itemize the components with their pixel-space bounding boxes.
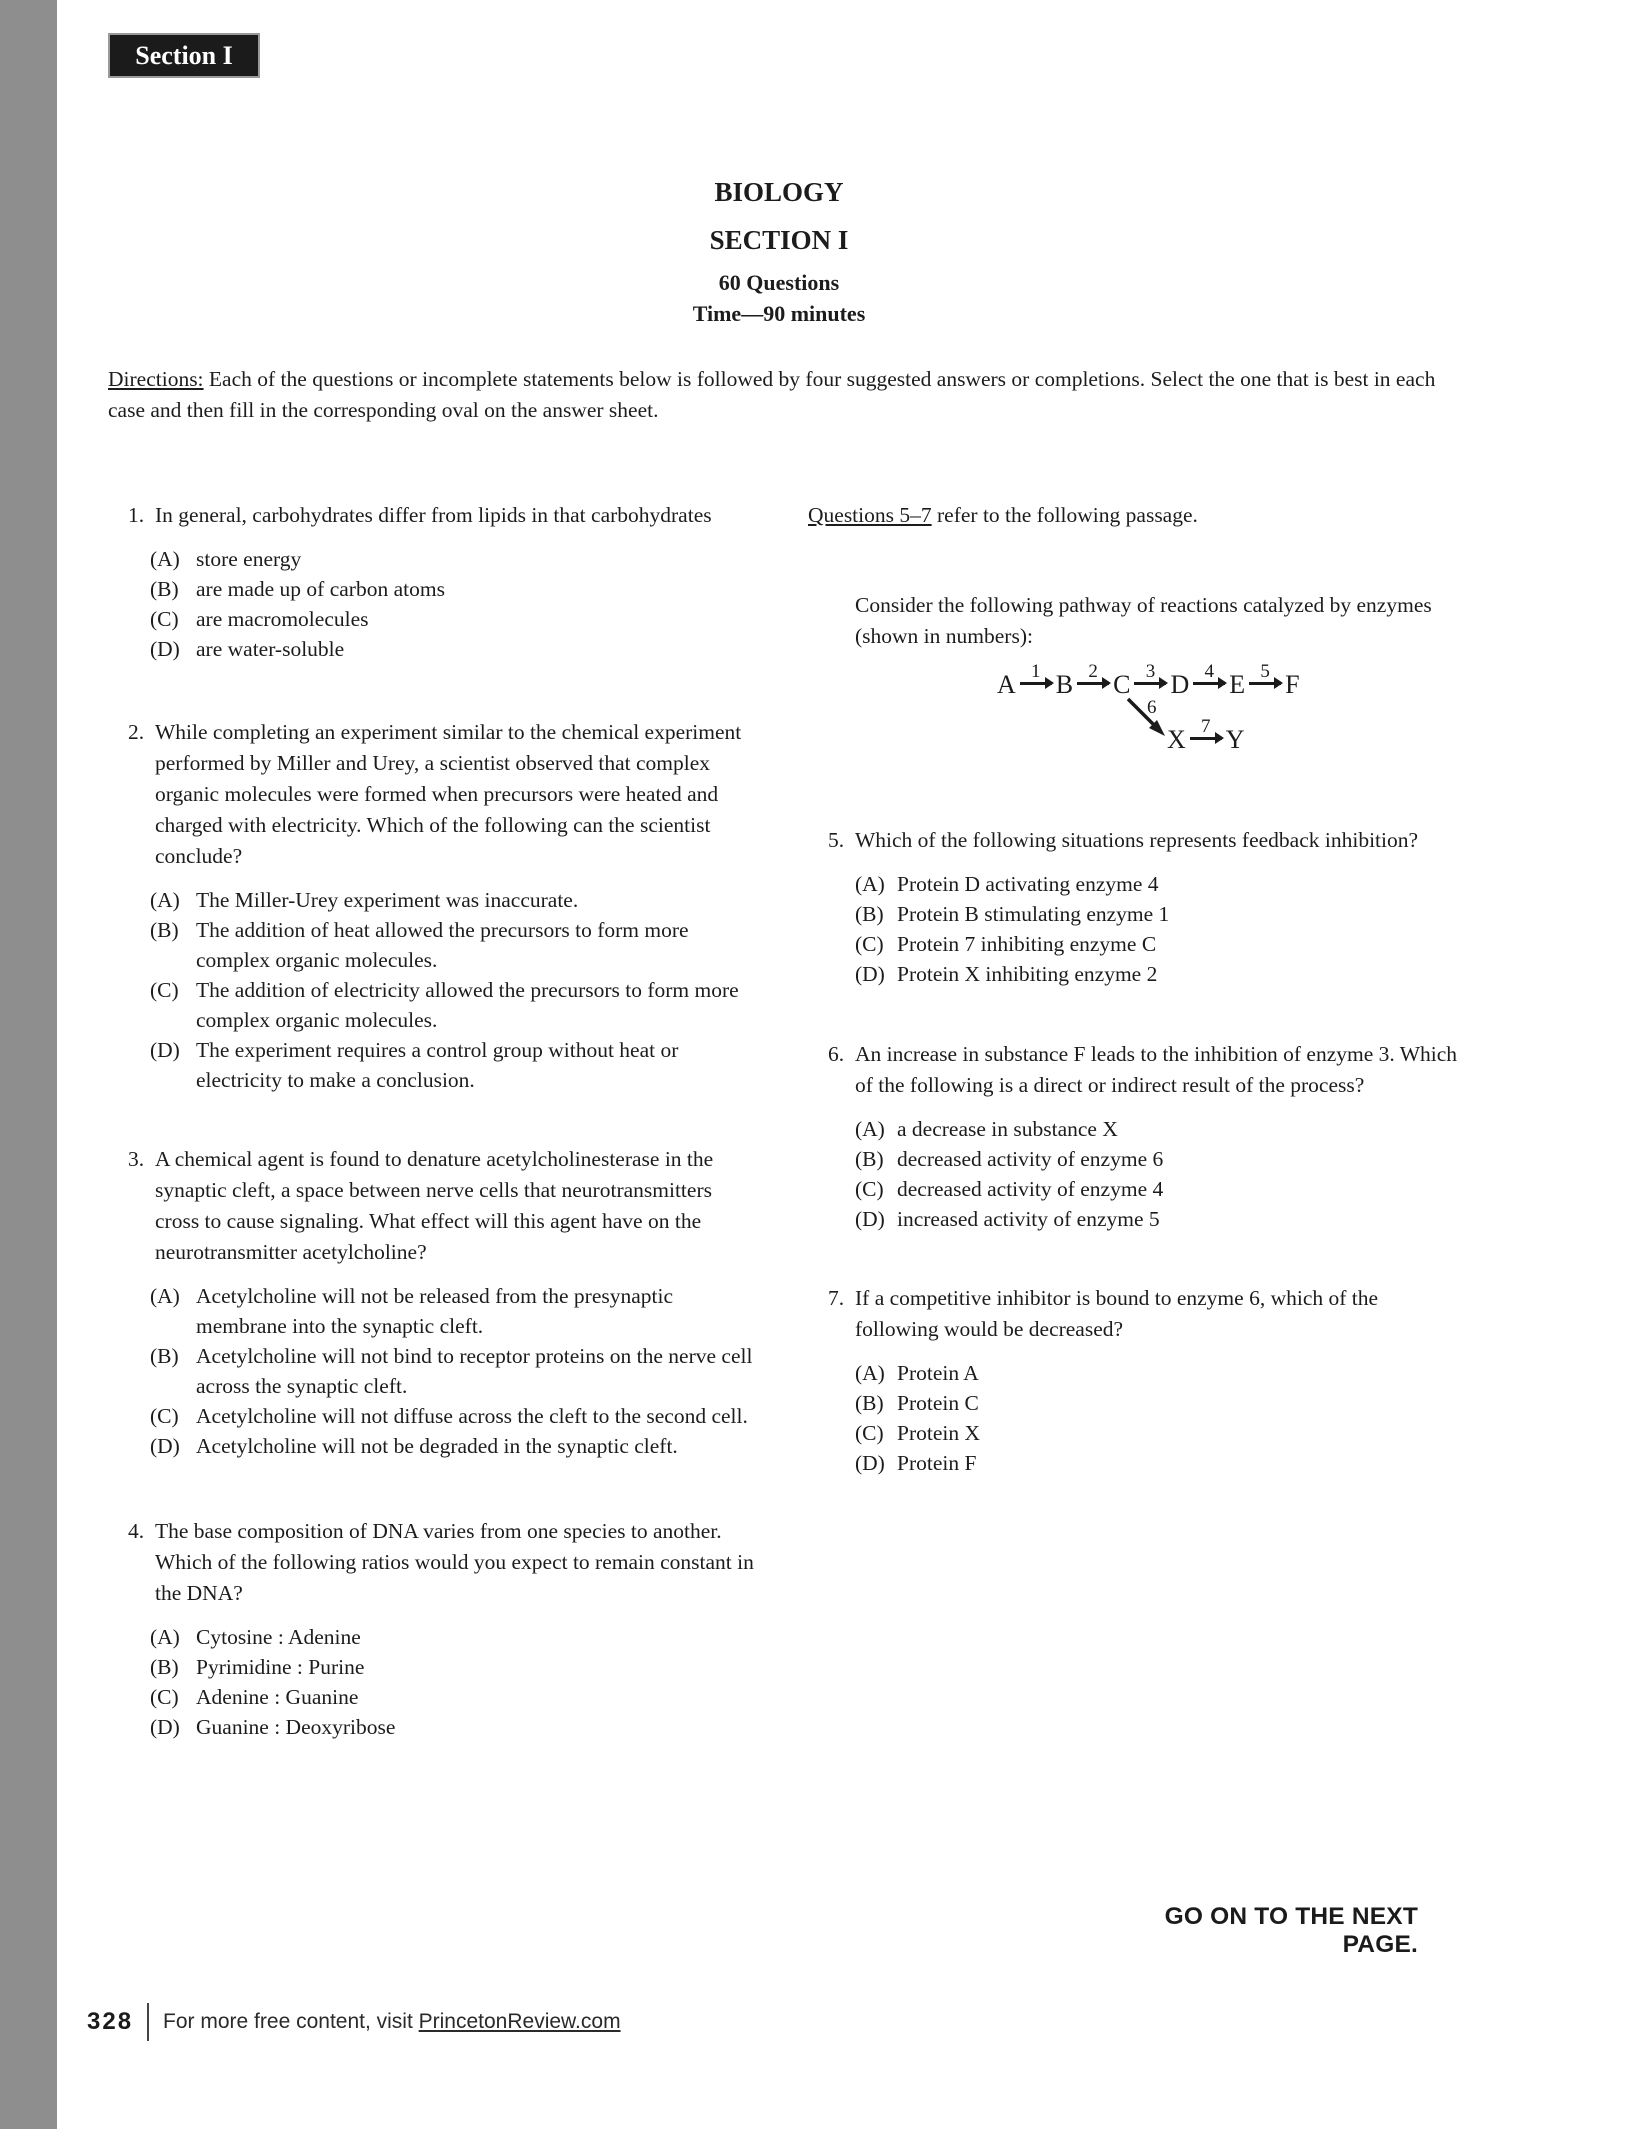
option-text: Cytosine : Adenine [196,1625,361,1649]
option-text: Acetylcholine will not be released from the presynaptic membrane into the synaptic cleft. [196,1284,674,1338]
option-c [150,1682,760,1712]
option-c [855,1174,1458,1204]
question-4 [108,1516,760,1742]
question-number: 7. [828,1286,845,1310]
question-stem: In general, carbohydrates differ from lipids in that carbohydrates [155,503,712,527]
option-d [150,1035,760,1095]
option-text: a decrease in substance X [897,1117,1118,1141]
option-label: (B) [855,1391,884,1415]
directions [108,364,1453,426]
arrow-right-icon [1190,716,1222,740]
option-d [855,1448,1458,1478]
option-label: (A) [855,1117,885,1141]
enzyme-number-6: 6 [1147,697,1157,718]
option-label: (B) [855,1147,884,1171]
footer-message: For more free content, visit [163,2010,419,2033]
page-binding-strip [0,0,57,2129]
question-2 [108,717,760,1095]
option-label: (C) [855,1421,884,1445]
option-text: Protein A [897,1361,979,1385]
enzyme-number-2: 2 [1088,661,1098,683]
options [150,885,760,1095]
option-label: (B) [150,577,179,601]
passage-heading-rest: refer to the following passage. [931,503,1198,527]
right-column [808,500,1458,1478]
directions-label: Directions: [108,367,204,391]
option-a [150,1281,760,1341]
question-stem: While completing an experiment similar to the chemical experiment performed by Miller and Urey, a scientist observed that complex organic molecules were formed when precursors were heated and charged with electricity. Which of the following can the scientist conclude? [155,720,742,868]
option-d [150,1431,760,1461]
option-text: The Miller-Urey experiment was inaccurate. [196,888,579,912]
question-6 [808,1039,1458,1234]
option-text: The experiment requires a control group without heat or electricity to make a conclusion. [196,1038,679,1092]
passage-intro: Consider the following pathway of reactions catalyzed by enzymes (shown in numbers): [855,593,1432,648]
option-label: (A) [855,872,885,896]
pathway-main-row [997,661,1458,699]
option-text: Acetylcholine will not be degraded in the synaptic cleft. [196,1434,678,1458]
option-label: (B) [150,1344,179,1368]
enzyme-number-3: 3 [1145,661,1156,683]
pathway-node-e: E [1229,670,1246,699]
option-text: are made up of carbon atoms [196,577,445,601]
question-3 [108,1144,760,1461]
question-stem: A chemical agent is found to denature acetylcholinesterase in the synaptic cleft, a space between nerve cells that neurotransmitters cross to cause signaling. What effect will this agent have on the neurotransmitter acetylcholine? [155,1147,714,1264]
option-b [150,915,760,975]
option-text: Protein F [897,1451,977,1475]
options [855,1358,1458,1478]
question-stem: The base composition of DNA varies from one species to another. Which of the following ratios would you expect to remain constant in the DNA? [155,1519,754,1605]
question-1 [108,500,760,664]
pathway-branch-row [1167,716,1245,754]
option-label: (C) [855,1177,884,1201]
option-label: (A) [150,1284,180,1308]
option-c [855,1418,1458,1448]
option-label: (D) [150,1434,180,1458]
option-b [855,1144,1458,1174]
option-label: (D) [150,1715,180,1739]
option-text: decreased activity of enzyme 4 [897,1177,1164,1201]
page-title: BIOLOGY [714,177,844,207]
option-text: Protein C [897,1391,979,1415]
option-b [855,1388,1458,1418]
option-c [150,975,760,1035]
option-d [150,634,760,664]
option-text: Guanine : Deoxyribose [196,1715,396,1739]
question-number: 2. [128,720,145,744]
option-text: are macromolecules [196,607,369,631]
option-d [150,1712,760,1742]
option-a [855,1358,1458,1388]
option-label: (B) [150,918,179,942]
option-text: Acetylcholine will not bind to receptor proteins on the nerve cell across the synaptic cleft. [196,1344,753,1398]
arrow-right-icon [1193,661,1225,685]
arrow-right-icon [1134,661,1166,685]
pathway-node-b: B [1055,670,1074,699]
option-b [150,574,760,604]
footer-divider [147,2003,149,2041]
option-a [150,544,760,574]
option-b [150,1341,760,1401]
option-label: (D) [150,1038,180,1062]
time-limit: Time—90 minutes [692,301,866,326]
title-block [108,179,1450,325]
option-label: (C) [150,978,179,1002]
section-tab-label: Section I [135,40,233,70]
question-number: 6. [828,1042,845,1066]
pathway-node-a: A [997,670,1016,699]
options [855,869,1458,989]
arrow-right-icon [1249,661,1281,685]
option-label: (D) [855,1451,885,1475]
option-b [855,899,1458,929]
page-number: 328 [87,2008,134,2035]
option-text: Acetylcholine will not diffuse across the cleft to the second cell. [196,1404,748,1428]
option-a [150,1622,760,1652]
option-label: (A) [855,1361,885,1385]
princeton-review-link[interactable]: PrincetonReview.com [418,2010,621,2033]
option-text: increased activity of enzyme 5 [897,1207,1160,1231]
option-d [855,959,1458,989]
passage-heading [808,500,1458,531]
enzyme-number-7: 7 [1201,716,1211,738]
section-tab [108,33,260,78]
option-label: (A) [150,547,180,571]
directions-text: Each of the questions or incomplete statements below is followed by four suggested answers or completions. Select the one that is best in each case and then fill in the corresponding oval on the answer sheet. [108,367,1436,422]
option-label: (C) [150,607,179,631]
options [855,1114,1458,1234]
question-number: 1. [128,503,145,527]
option-a [855,869,1458,899]
options [150,544,760,664]
option-label: (B) [855,902,884,926]
option-text: Protein D activating enzyme 4 [897,872,1159,896]
pathway-node-y: Y [1225,725,1245,754]
option-label: (C) [150,1404,179,1428]
option-c [855,929,1458,959]
footer-text [163,2010,621,2034]
option-text: The addition of heat allowed the precursors to form more complex organic molecules. [196,918,689,972]
options [150,1622,760,1742]
enzyme-number-4: 4 [1204,661,1214,683]
enzyme-number-1: 1 [1031,661,1041,683]
pathway-node-c: C [1113,670,1131,699]
option-text: store energy [196,547,302,571]
option-text: The addition of electricity allowed the precursors to form more complex organic molecules. [196,978,739,1032]
option-label: (C) [150,1685,179,1709]
option-b [150,1652,760,1682]
option-text: Protein X inhibiting enzyme 2 [897,962,1158,986]
pathway-diagram [997,661,1458,757]
option-label: (A) [150,888,180,912]
pathway-node-f: F [1285,670,1300,699]
question-number: 4. [128,1519,145,1543]
options [150,1281,760,1461]
question-stem: If a competitive inhibitor is bound to enzyme 6, which of the following would be decreased? [855,1286,1379,1341]
option-text: Protein X [897,1421,981,1445]
option-text: Adenine : Guanine [196,1685,359,1709]
option-text: Protein 7 inhibiting enzyme C [897,932,1157,956]
section-title: SECTION I [709,225,849,255]
passage-heading-range: Questions 5–7 [808,503,932,527]
option-label: (D) [855,962,885,986]
left-column [108,500,760,1742]
pathway-node-x: X [1167,725,1186,754]
option-label: (B) [150,1655,179,1679]
option-text: decreased activity of enzyme 6 [897,1147,1164,1171]
question-5 [808,825,1458,989]
option-text: are water-soluble [196,637,345,661]
page-footer [87,2000,621,2044]
enzyme-number-5: 5 [1260,661,1270,683]
option-label: (D) [150,637,180,661]
option-c [150,604,760,634]
question-number: 3. [128,1147,145,1171]
option-label: (D) [855,1207,885,1231]
option-a [855,1114,1458,1144]
question-stem: An increase in substance F leads to the inhibition of enzyme 3. Which of the following is a direct or indirect result of the process? [855,1042,1458,1097]
arrow-right-icon [1077,661,1109,685]
question-number: 5. [828,828,845,852]
option-label: (C) [855,932,884,956]
pathway-node-d: D [1170,670,1190,699]
arrow-right-icon [1020,661,1052,685]
option-a [150,885,760,915]
option-c [150,1401,760,1431]
option-d [855,1204,1458,1234]
option-label: (A) [150,1625,180,1649]
option-text: Protein B stimulating enzyme 1 [897,902,1170,926]
option-text: Pyrimidine : Purine [196,1655,365,1679]
question-7 [808,1283,1458,1478]
question-stem: Which of the following situations represents feedback inhibition? [855,828,1419,852]
question-count: 60 Questions [718,270,840,295]
go-on-notice: GO ON TO THE NEXT PAGE. [1164,1903,1418,1958]
